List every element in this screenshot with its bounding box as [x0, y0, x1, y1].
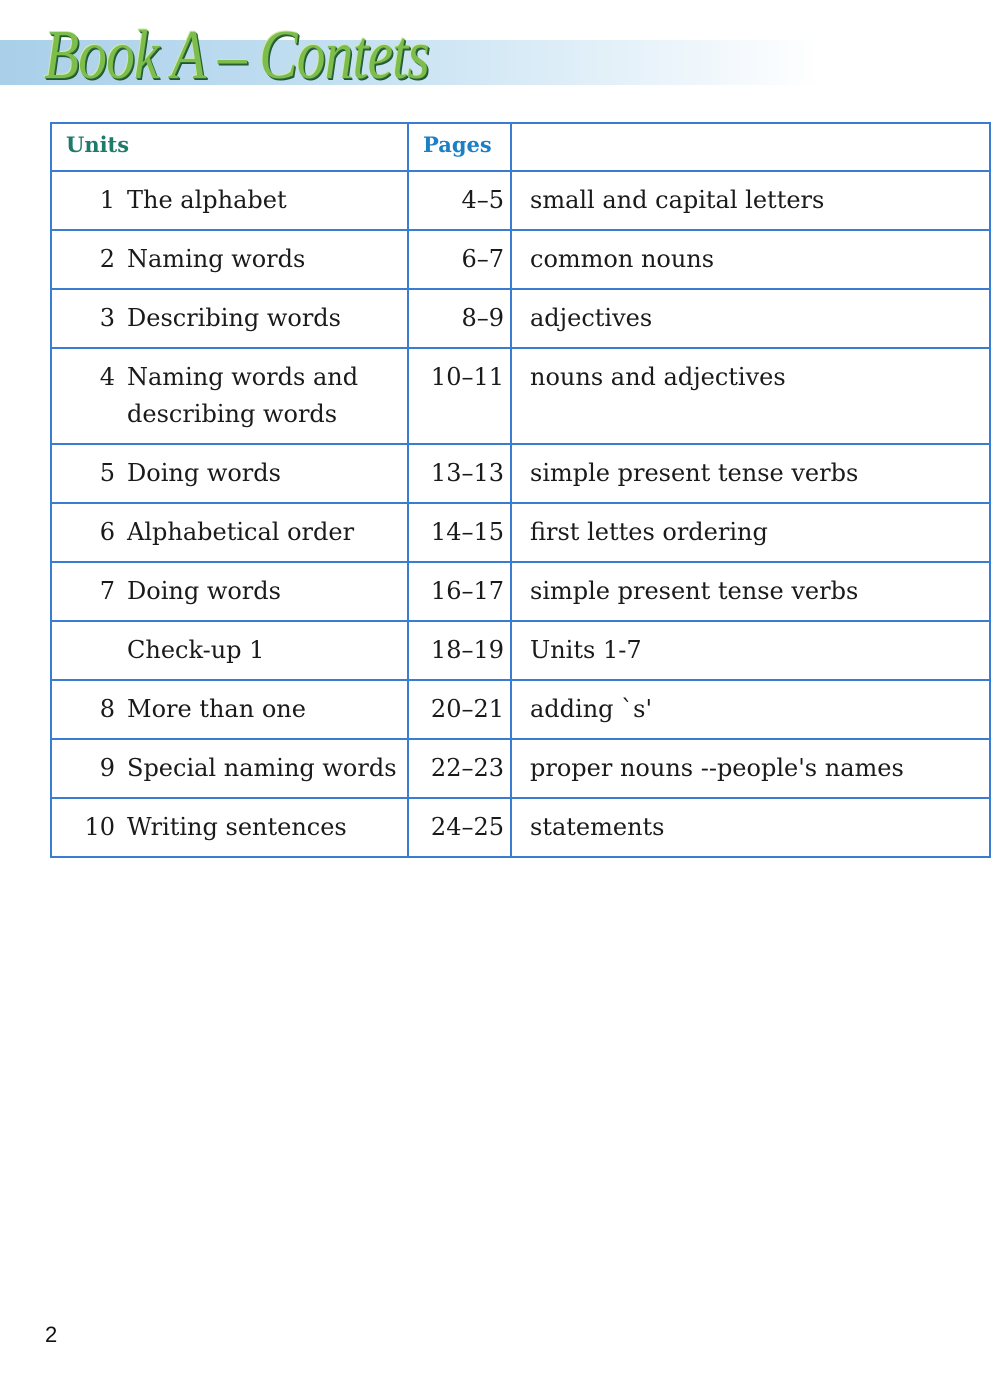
unit-topic: Units 1-7: [511, 621, 990, 680]
header-topic: [511, 123, 990, 171]
table-row: [51, 289, 990, 348]
unit-topic: small and capital letters: [511, 171, 990, 230]
page-range: 16–17: [408, 562, 511, 621]
page-range: 20–21: [408, 680, 511, 739]
unit-title: The alphabet: [125, 171, 408, 230]
page-range: 8–9: [408, 289, 511, 348]
unit-topic: statements: [511, 798, 990, 857]
page-title: Book A – Contets: [44, 17, 429, 94]
table-row: [51, 621, 990, 680]
unit-title: Describing words: [125, 289, 408, 348]
page-range: 4–5: [408, 171, 511, 230]
unit-topic: nouns and adjectives: [511, 348, 990, 444]
unit-number: 4: [51, 348, 125, 444]
unit-title: Doing words: [125, 562, 408, 621]
unit-number: 2: [51, 230, 125, 289]
page-range: 13–13: [408, 444, 511, 503]
unit-number: 1: [51, 171, 125, 230]
unit-number: 10: [51, 798, 125, 857]
contents-table: [50, 122, 991, 858]
header-pages-label: Pages: [423, 132, 492, 157]
unit-topic: proper nouns --people's names: [511, 739, 990, 798]
unit-topic: adjectives: [511, 289, 990, 348]
unit-title: Naming words: [125, 230, 408, 289]
unit-number: 6: [51, 503, 125, 562]
table-row: [51, 798, 990, 857]
table-row: [51, 444, 990, 503]
unit-number: 3: [51, 289, 125, 348]
table-row: [51, 230, 990, 289]
unit-number: 9: [51, 739, 125, 798]
table-row: [51, 348, 990, 444]
unit-number: 5: [51, 444, 125, 503]
unit-title: More than one: [125, 680, 408, 739]
unit-number: 7: [51, 562, 125, 621]
page-range: 14–15: [408, 503, 511, 562]
header-pages: [408, 123, 511, 171]
unit-title: Alphabetical order: [125, 503, 408, 562]
unit-number: 8: [51, 680, 125, 739]
unit-number: [51, 621, 125, 680]
table-header-row: [51, 123, 990, 171]
unit-title: Writing sentences: [125, 798, 408, 857]
page-range: 18–19: [408, 621, 511, 680]
unit-topic: first lettes ordering: [511, 503, 990, 562]
table-row: [51, 680, 990, 739]
table-row: [51, 562, 990, 621]
header-units: [51, 123, 408, 171]
page-range: 6–7: [408, 230, 511, 289]
table-row: [51, 739, 990, 798]
unit-title: Special naming words: [125, 739, 408, 798]
page-range: 24–25: [408, 798, 511, 857]
unit-title: Check-up 1: [125, 621, 408, 680]
unit-title: Doing words: [125, 444, 408, 503]
unit-topic: simple present tense verbs: [511, 444, 990, 503]
unit-topic: adding `s': [511, 680, 990, 739]
unit-title: Naming words and describing words: [125, 348, 408, 444]
page-range: 10–11: [408, 348, 511, 444]
table-row: [51, 503, 990, 562]
page-range: 22–23: [408, 739, 511, 798]
unit-topic: common nouns: [511, 230, 990, 289]
header-units-label: Units: [66, 132, 130, 157]
table-row: [51, 171, 990, 230]
unit-topic: simple present tense verbs: [511, 562, 990, 621]
page-number: 2: [45, 1322, 58, 1347]
